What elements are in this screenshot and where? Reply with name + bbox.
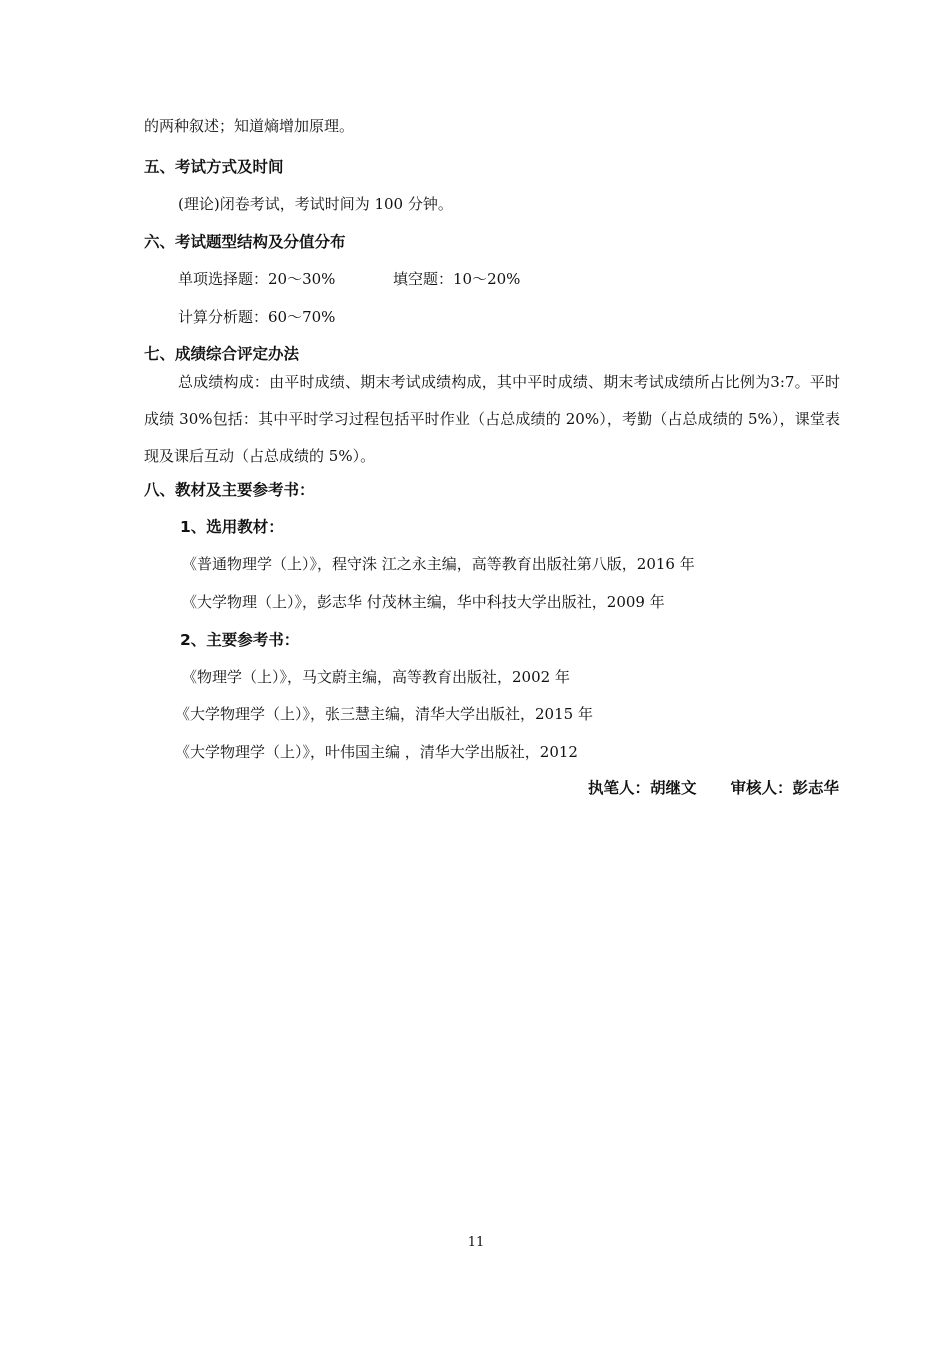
reference-item: 《物理学（上）》，马文蔚主编，高等教育出版社，2002 年: [182, 668, 570, 686]
author-signature: 执笔人：胡继文: [587, 779, 697, 797]
page-number: 11: [467, 1235, 485, 1250]
question-type-calc: 计算分析题：60～70%: [178, 308, 336, 326]
section-5-heading: 五、考试方式及时间: [144, 158, 284, 176]
reference-item: 《大学物理学（上）》，张三慧主编，清华大学出版社，2015 年: [175, 705, 593, 723]
section-7-body: 总成绩构成：由平时成绩、期末考试成绩构成，其中平时成绩、期末考试成绩所占比例为3:7。平时成绩 30%包括：其中平时学习过程包括平时作业（占总成绩的 20%），考勤（占总成绩的 5%），课堂表现及课后互动（占总成绩的 5%）。: [144, 373, 840, 465]
section-8-heading: 八、教材及主要参考书：: [144, 481, 315, 499]
textbook-item: 《大学物理（上）》，彭志华 付茂林主编，华中科技大学出版社，2009 年: [182, 593, 665, 611]
textbooks-heading: 1、选用教材：: [180, 518, 284, 536]
reviewer-signature: 审核人：彭志华: [730, 779, 839, 797]
section-7-heading: 七、成绩综合评定办法: [144, 345, 300, 363]
section-6-heading: 六、考试题型结构及分值分布: [144, 233, 346, 251]
question-type-fill: 填空题：10～20%: [393, 270, 521, 288]
section-5-body: (理论)闭卷考试，考试时间为 100 分钟。: [178, 195, 453, 213]
continuation-text: 的两种叙述；知道熵增加原理。: [144, 117, 355, 135]
question-type-choice: 单项选择题：20～30%: [178, 270, 336, 288]
references-heading: 2、主要参考书：: [180, 631, 300, 649]
reference-item: 《大学物理学（上）》，叶伟国主编 ，清华大学出版社，2012: [175, 743, 578, 761]
textbook-item: 《普通物理学（上）》，程守洙 江之永主编，高等教育出版社第八版，2016 年: [182, 555, 695, 573]
signature-block: [588, 778, 839, 798]
